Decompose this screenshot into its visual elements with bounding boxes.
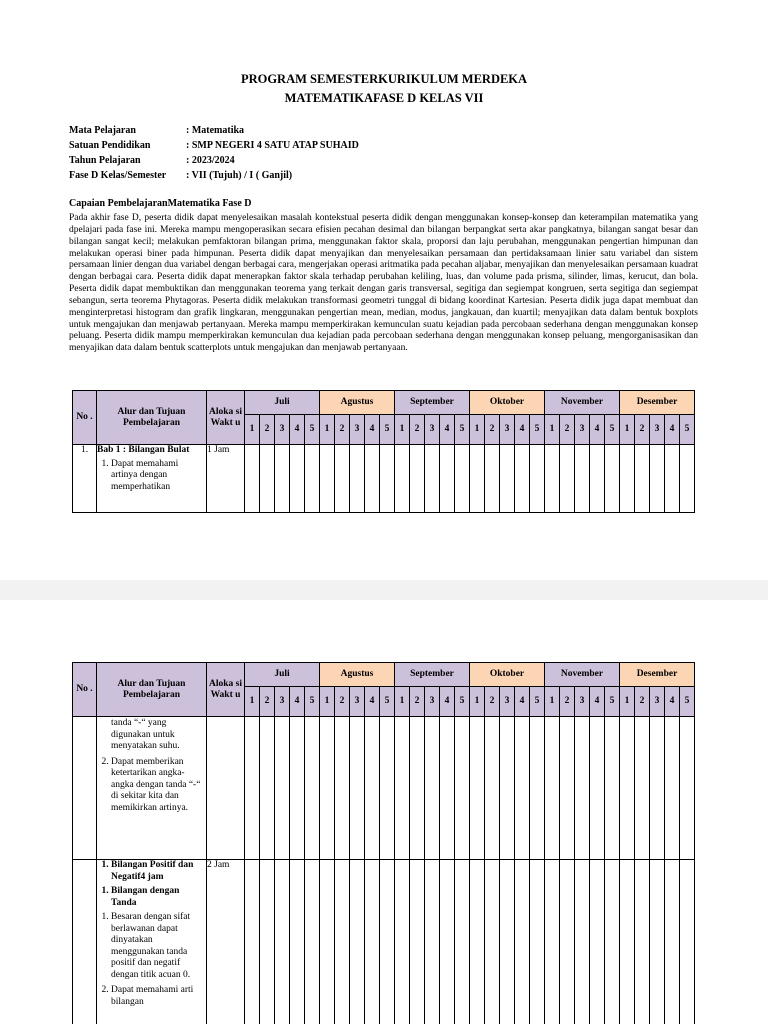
week-header: 4 [590, 687, 605, 717]
week-cell [575, 860, 590, 1024]
week-cell [590, 445, 605, 513]
col-header-no: No . [73, 391, 97, 445]
week-cell [365, 860, 380, 1024]
week-header: 1 [395, 415, 410, 445]
week-cell [365, 717, 380, 860]
week-header: 2 [335, 687, 350, 717]
week-header: 5 [605, 415, 620, 445]
header-row-months [73, 391, 695, 415]
week-header: 5 [680, 687, 695, 717]
week-cell [410, 860, 425, 1024]
info-row-mapel: Mata Pelajaran : Matematika [69, 125, 245, 136]
tujuan-list [97, 912, 206, 1008]
info-block [69, 123, 359, 183]
capaian-text: Pada akhir fase D, peserta didik dapat menyelesaikan masalah kontekstual peserta didik dengan menggunakan konsep-konsep dan keterampilan matematika yang dpelajari pada fase ini. Mereka mampu mengoperasikan secara efisien pecahan desimal dan bilangan berpangkat serta akar pangkatnya, bilangan sangat besar dan bilangan sangat kecil; melakukan pemfaktoran bilangan prima, menggunakan faktor skala, proporsi dan laju perubahan, menggunakan pengertian himpunan dan melakukan operasi biner pada himpunan. Peserta didik dapat menyajikan dan menyelesaikan persamaan dan pertidaksamaan linier satu variabel dan sistem persamaan linier dengan dua variabel dengan berbagai cara, mengerjakan operasi aritmatika pada pecahan aljabar, menyajikan dan menyelesaikan persamaan kuadrat dengan berbagai cara. Peserta didik dapat menerapkan faktor skala terhadap perubahan keliling, luas, dan volume pada prisma, silinder, limas, kerucut, dan bola. Peserta didik dapat membuktikan dan menggunakan teorema yang terkait dengan garis transversal, segitiga dan segiempat kongruen, serta segitiga dan segiempat sebangun, serta teorema Phytagoras. Peserta didik melakukan transformasi geometri tunggal di bidang koordinat Kartesian. Peserta didik juga dapat membuat dan menginterpretasi histogram dan grafik lingkaran, menggunakan pengertian mean, median, modus, jangkauan, dan kuartil; menyajikan data dalam bentuk boxplots untuk mengajukan dan menjawab pertanyaan. Mereka mampu memperkirakan kemunculan suatu kejadian pada percobaan sederhana dengan menggunakan konsep peluang. Peserta didik mampu memperkirakan kemunculan dua kejadian pada percobaan sederhana dengan menggunakan konsep peluang, mengorganisasikan dan menyajikan data dalam bentuk scatterplots untuk mengajukan dan menjawab pertanyaan. [69, 213, 698, 354]
week-cell [380, 717, 395, 860]
week-cell [590, 717, 605, 860]
week-cell [680, 860, 695, 1024]
row-alur [97, 717, 207, 860]
week-cell [515, 717, 530, 860]
week-header: 4 [290, 687, 305, 717]
week-header: 2 [485, 415, 500, 445]
week-header: 3 [275, 687, 290, 717]
month-header: Agustus [320, 391, 395, 415]
week-cell [635, 860, 650, 1024]
week-cell [650, 445, 665, 513]
month-header: Juli [245, 391, 320, 415]
week-header: 5 [380, 687, 395, 717]
week-header: 2 [560, 687, 575, 717]
week-cell [560, 717, 575, 860]
week-cell [320, 717, 335, 860]
week-cell [275, 860, 290, 1024]
bab-title: Bab 1 : Bilangan Bulat [97, 445, 190, 455]
week-cell [485, 717, 500, 860]
schedule-table-page2 [72, 662, 695, 1024]
month-header: Juli [245, 663, 320, 687]
week-header: 3 [275, 415, 290, 445]
row-alokasi: 1 Jam [207, 445, 245, 513]
row-number: 1. [73, 445, 97, 513]
week-header: 1 [470, 687, 485, 717]
week-cell [500, 717, 515, 860]
week-cell [635, 445, 650, 513]
week-header: 1 [545, 687, 560, 717]
col-header-alokasi: Aloka si Wakt u [207, 663, 245, 717]
week-header: 5 [455, 415, 470, 445]
week-cell [245, 445, 260, 513]
table-header [73, 663, 695, 717]
week-header: 5 [530, 415, 545, 445]
week-cell [665, 717, 680, 860]
week-header: 2 [410, 415, 425, 445]
week-cell [605, 717, 620, 860]
week-cell [350, 860, 365, 1024]
week-header: 4 [365, 415, 380, 445]
week-cell [560, 445, 575, 513]
week-header: 1 [320, 415, 335, 445]
row-alokasi [207, 717, 245, 860]
week-cell [665, 445, 680, 513]
week-cell [335, 445, 350, 513]
week-header: 5 [455, 687, 470, 717]
week-header: 5 [530, 687, 545, 717]
week-cell [320, 860, 335, 1024]
week-cell [260, 717, 275, 860]
week-cell [410, 445, 425, 513]
week-header: 1 [395, 687, 410, 717]
week-header: 1 [620, 687, 635, 717]
row-alur [97, 445, 207, 513]
week-header: 2 [635, 687, 650, 717]
month-header: Desember [620, 391, 695, 415]
table-row [73, 445, 695, 513]
week-cell [290, 717, 305, 860]
week-header: 2 [560, 415, 575, 445]
table-row [73, 717, 695, 860]
week-cell [395, 860, 410, 1024]
document-title-line1: PROGRAM SEMESTERKURIKULUM MERDEKA [240, 72, 528, 86]
week-cell [620, 860, 635, 1024]
month-header: September [395, 391, 470, 415]
week-cell [440, 717, 455, 860]
week-cell [290, 860, 305, 1024]
week-header: 1 [545, 415, 560, 445]
week-cell [290, 445, 305, 513]
tujuan-list [97, 459, 206, 494]
week-cell [470, 717, 485, 860]
week-cell [260, 860, 275, 1024]
list-item: 2. Dapat memahami arti bilangan [111, 985, 206, 1008]
row-number [73, 717, 97, 860]
table-header [73, 391, 695, 445]
month-header: September [395, 663, 470, 687]
week-header: 4 [365, 687, 380, 717]
info-row-sekolah: Satuan Pendidikan : SMP NEGERI 4 SATU ATAP SUHAID [69, 140, 359, 151]
week-header: 3 [575, 415, 590, 445]
week-cell [575, 445, 590, 513]
list-item: 1. Dapat memahami artinya dengan memperhatikan [111, 459, 206, 494]
week-cell [650, 860, 665, 1024]
col-header-alur: Alur dan Tujuan Pembelajaran [97, 663, 207, 717]
week-cell [320, 445, 335, 513]
list-item: 2. Dapat memberikan ketertarikan angka-angka dengan tanda “-“ di sekitar kita dan memikirkan artinya. [111, 757, 206, 815]
week-header: 2 [410, 687, 425, 717]
week-cell [545, 445, 560, 513]
week-cell [485, 860, 500, 1024]
week-cell [440, 445, 455, 513]
month-header: Oktober [470, 391, 545, 415]
week-header: 4 [590, 415, 605, 445]
week-cell [545, 717, 560, 860]
week-header: 4 [440, 415, 455, 445]
document-title-line2: MATEMATIKAFASE D KELAS VII [284, 91, 484, 105]
row-number [73, 860, 97, 1024]
week-cell [590, 860, 605, 1024]
week-cell [560, 860, 575, 1024]
week-header: 1 [320, 687, 335, 717]
week-header: 1 [470, 415, 485, 445]
header-row-months [73, 663, 695, 687]
col-header-no: No . [73, 663, 97, 717]
week-cell [380, 860, 395, 1024]
week-header: 3 [425, 687, 440, 717]
week-header: 5 [305, 415, 320, 445]
week-cell [395, 445, 410, 513]
month-header: Desember [620, 663, 695, 687]
week-header: 3 [575, 687, 590, 717]
week-header: 3 [650, 687, 665, 717]
week-cell [275, 445, 290, 513]
week-cell [485, 445, 500, 513]
week-cell [305, 445, 320, 513]
week-header: 1 [620, 415, 635, 445]
week-cell [305, 860, 320, 1024]
week-cell [515, 860, 530, 1024]
month-header: Oktober [470, 663, 545, 687]
week-cell [425, 445, 440, 513]
week-cell [365, 445, 380, 513]
week-header: 4 [290, 415, 305, 445]
week-cell [455, 445, 470, 513]
week-cell [620, 717, 635, 860]
week-header: 5 [605, 687, 620, 717]
week-header: 5 [305, 687, 320, 717]
week-header: 3 [350, 415, 365, 445]
week-cell [500, 445, 515, 513]
week-cell [380, 445, 395, 513]
week-cell [515, 445, 530, 513]
month-header: November [545, 663, 620, 687]
week-header: 2 [335, 415, 350, 445]
week-header: 4 [515, 415, 530, 445]
row-alokasi: 2 Jam [207, 860, 245, 1024]
week-cell [530, 445, 545, 513]
week-cell [410, 717, 425, 860]
subtopic-list [97, 860, 206, 883]
week-cell [455, 860, 470, 1024]
week-cell [530, 860, 545, 1024]
tujuan-list [97, 757, 206, 815]
week-cell [425, 717, 440, 860]
week-header: 5 [680, 415, 695, 445]
week-cell [680, 445, 695, 513]
week-cell [245, 717, 260, 860]
subtopic-heading: 1. Bilangan Positif dan Negatif4 jam [111, 860, 206, 883]
week-header: 1 [245, 687, 260, 717]
week-cell [575, 717, 590, 860]
week-cell [545, 860, 560, 1024]
week-cell [500, 860, 515, 1024]
list-item: 1. Besaran dengan sifat berlawanan dapat dinyatakan menggunakan tanda positif dan negatif dengan titik acuan 0. [111, 912, 206, 981]
table-row [73, 860, 695, 1024]
info-row-fase: Fase D Kelas/Semester : VII (Tujuh) / I ( Ganjil) [69, 170, 293, 181]
week-header: 1 [245, 415, 260, 445]
week-header: 4 [515, 687, 530, 717]
week-header: 5 [380, 415, 395, 445]
week-header: 2 [260, 687, 275, 717]
week-cell [335, 717, 350, 860]
week-header: 4 [665, 415, 680, 445]
week-header: 3 [425, 415, 440, 445]
schedule-table-page1 [72, 390, 695, 513]
subtopic-list [97, 886, 206, 909]
week-cell [395, 717, 410, 860]
week-cell [635, 717, 650, 860]
week-header: 4 [440, 687, 455, 717]
week-cell [350, 445, 365, 513]
week-cell [335, 860, 350, 1024]
week-header: 2 [635, 415, 650, 445]
week-header: 3 [500, 415, 515, 445]
week-header: 2 [260, 415, 275, 445]
info-row-tahun: Tahun Pelajaran : 2023/2024 [69, 155, 235, 166]
month-header: Agustus [320, 663, 395, 687]
week-cell [440, 860, 455, 1024]
week-cell [275, 717, 290, 860]
week-cell [650, 717, 665, 860]
week-cell [680, 717, 695, 860]
week-header: 4 [665, 687, 680, 717]
week-cell [245, 860, 260, 1024]
continued-text: tanda “-“ yang digunakan untuk menyatakan suhu. [111, 718, 180, 751]
row-alur [97, 860, 207, 1024]
week-cell [455, 717, 470, 860]
week-cell [305, 717, 320, 860]
week-cell [530, 717, 545, 860]
month-header: November [545, 391, 620, 415]
week-cell [425, 860, 440, 1024]
col-header-alur: Alur dan Tujuan Pembelajaran [97, 391, 207, 445]
document-page-2 [0, 600, 768, 1024]
week-header: 3 [350, 687, 365, 717]
week-header: 3 [650, 415, 665, 445]
week-cell [605, 860, 620, 1024]
capaian-heading: Capaian PembelajaranMatematika Fase D [69, 198, 252, 209]
subtopic-heading: 1. Bilangan dengan Tanda [111, 886, 206, 909]
week-cell [665, 860, 680, 1024]
col-header-alokasi: Aloka si Wakt u [207, 391, 245, 445]
week-cell [470, 860, 485, 1024]
week-cell [260, 445, 275, 513]
week-header: 2 [485, 687, 500, 717]
week-cell [470, 445, 485, 513]
week-cell [605, 445, 620, 513]
week-cell [620, 445, 635, 513]
week-cell [350, 717, 365, 860]
week-header: 3 [500, 687, 515, 717]
